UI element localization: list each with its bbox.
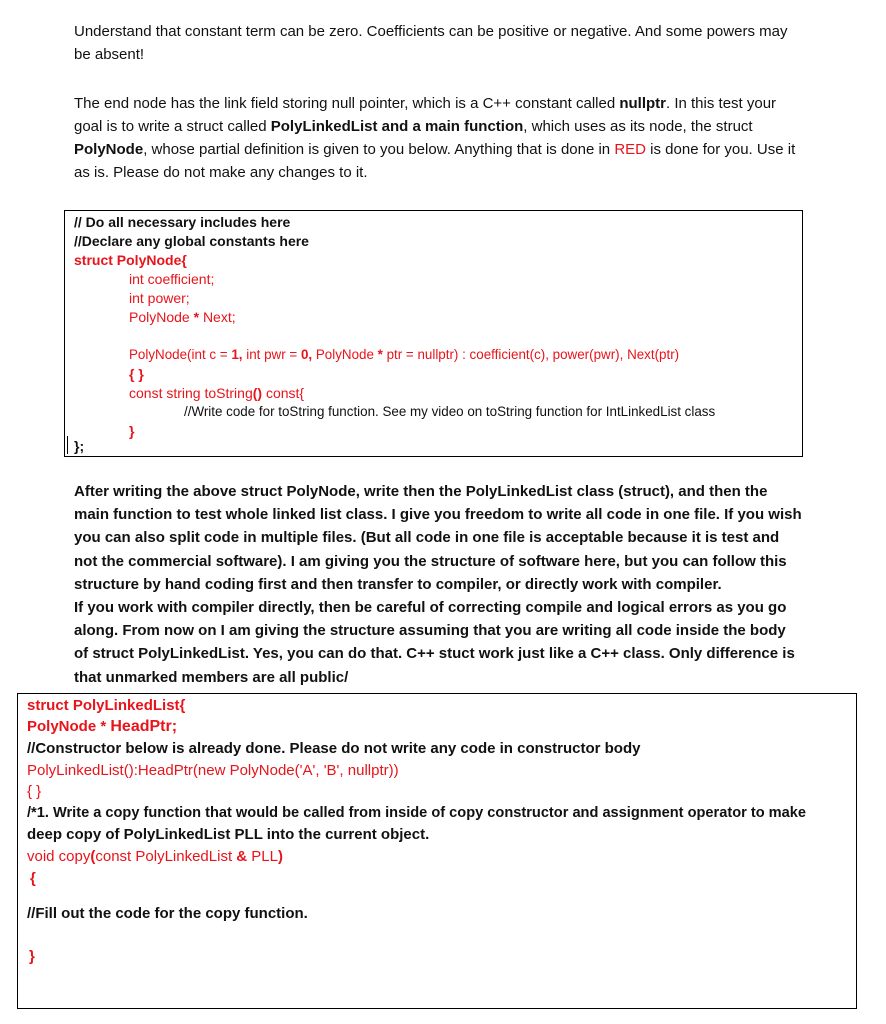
- code1-ctor-star: *: [377, 347, 387, 362]
- code1-ctor-default-0: 0,: [300, 347, 316, 362]
- code1-line-power: int power;: [129, 290, 190, 306]
- code1-tostring-parens: (): [252, 385, 266, 401]
- code1-next-name: Next;: [202, 309, 236, 325]
- text-cursor: [67, 436, 68, 454]
- code2-headptr-star: *: [100, 718, 111, 735]
- code2-copy-close-paren: ): [278, 848, 283, 865]
- code2-copy-param-name: PLL: [251, 848, 278, 865]
- code1-line-next: [129, 308, 236, 326]
- p2-text-3: , which uses as its node, the struct: [523, 118, 753, 135]
- code1-ctor-default-1: 1,: [231, 347, 247, 362]
- code2-copy-name: void copy: [27, 848, 91, 865]
- code2-copy-ampersand: &: [236, 848, 252, 865]
- code2-headptr-name: HeadPtr;: [110, 718, 178, 735]
- p2-text-4: , whose partial definition is given to you below. Anything that is done in: [143, 141, 615, 158]
- code1-line-includes: // Do all necessary includes here: [74, 214, 291, 230]
- p2-bold-struct: PolyLinkedList and a main function: [270, 118, 524, 135]
- code1-ctor-param-type: PolyNode: [315, 347, 378, 362]
- code2-line-copy-comment-1: /*1. Write a copy function that would be called from inside of copy constructor and assignment operator to make: [27, 805, 806, 821]
- code1-ctor-param-pwr: int pwr =: [246, 347, 301, 362]
- code2-line-open-brace: {: [30, 870, 36, 887]
- p2-text-5: is done for you. Use it as is. Please do not make any changes to it.: [74, 141, 796, 181]
- code2-line-fill-comment: //Fill out the code for the copy function.: [27, 905, 308, 922]
- instructions-text-1: After writing the above struct PolyNode, write then the PolyLinkedList class (struct), and then the main function to test whole linked list class. I give you freedom to write all code in one file. If you wish you can also split code in multiple files. (But all code in one file is acceptable because it is test and not the commercial software). I am giving you the structure of software here, but you can follow this structure by hand coding first and then transfer to compiler, or directly work with compiler.: [74, 483, 802, 593]
- code1-line-coefficient: int coefficient;: [129, 271, 215, 287]
- code1-line-close-brace: }: [129, 423, 135, 439]
- code2-copy-open-paren: (: [90, 848, 96, 865]
- code2-line-copy-comment-2: deep copy of PolyLinkedList PLL into the current object.: [27, 826, 430, 843]
- code2-line-struct: struct PolyLinkedList{: [27, 697, 186, 714]
- code1-ctor-rest: ptr = nullptr) : coefficient(c), power(pwr), Next(ptr): [386, 347, 680, 362]
- p2-text-2: . In this test your goal is to write a struct called: [74, 95, 777, 135]
- code1-ctor-param-c: int c =: [191, 347, 232, 362]
- code1-line-tostring-comment: //Write code for toString function. See my video on toString function for IntLinkedList class: [184, 404, 716, 419]
- code2-copy-param-type: const PolyLinkedList: [95, 848, 237, 865]
- code2-line-headptr: [27, 718, 177, 736]
- code1-tostring-const: const{: [265, 385, 305, 401]
- p2-nullptr: nullptr: [619, 95, 666, 112]
- code2-line-ctor-comment: //Constructor below is already done. Please do not write any code in constructor body: [27, 740, 641, 757]
- code1-line-tostring: [129, 384, 304, 402]
- code1-line-struct: struct PolyNode{: [74, 252, 187, 268]
- p2-bold-polynode: PolyNode: [74, 141, 144, 158]
- code1-next-type: PolyNode: [129, 309, 194, 325]
- code1-tostring-sig: const string toString: [129, 385, 253, 401]
- code1-line-constructor: [129, 346, 679, 364]
- code2-line-ctor-body: { }: [27, 783, 42, 800]
- code2-line-copy-signature: [27, 848, 283, 866]
- code1-line-struct-end: };: [74, 438, 85, 454]
- intro-paragraph-2: [74, 92, 804, 184]
- code1-ctor-name: PolyNode(: [129, 347, 192, 362]
- code2-line-ctor: PolyLinkedList():HeadPtr(new PolyNode('A', 'B', nullptr)): [27, 762, 399, 779]
- p2-text-1: The end node has the link field storing null pointer, which is a C++ constant called: [74, 95, 620, 112]
- code2-line-close-brace: }: [29, 948, 35, 965]
- p2-red-word: RED: [614, 141, 646, 158]
- code2-headptr-type: PolyNode: [27, 718, 101, 735]
- instructions-text-2: If you work with compiler directly, then be careful of correcting compile and logical errors as you go along. From now on I am giving the structure assuming that you are writing all code inside the body of struct PolyLinkedList. Yes, you can do that. C++ stuct work just like a C++ class. Only difference is that unmarked members are all public/: [74, 599, 795, 686]
- intro-paragraph-1: Understand that constant term can be zero. Coefficients can be positive or negative. And some powers may be absent!: [74, 23, 788, 63]
- instructions-paragraph: [74, 480, 804, 689]
- code1-line-constants: //Declare any global constants here: [74, 233, 309, 249]
- code1-next-star: *: [193, 309, 203, 325]
- code1-line-ctor-body: { }: [129, 366, 144, 382]
